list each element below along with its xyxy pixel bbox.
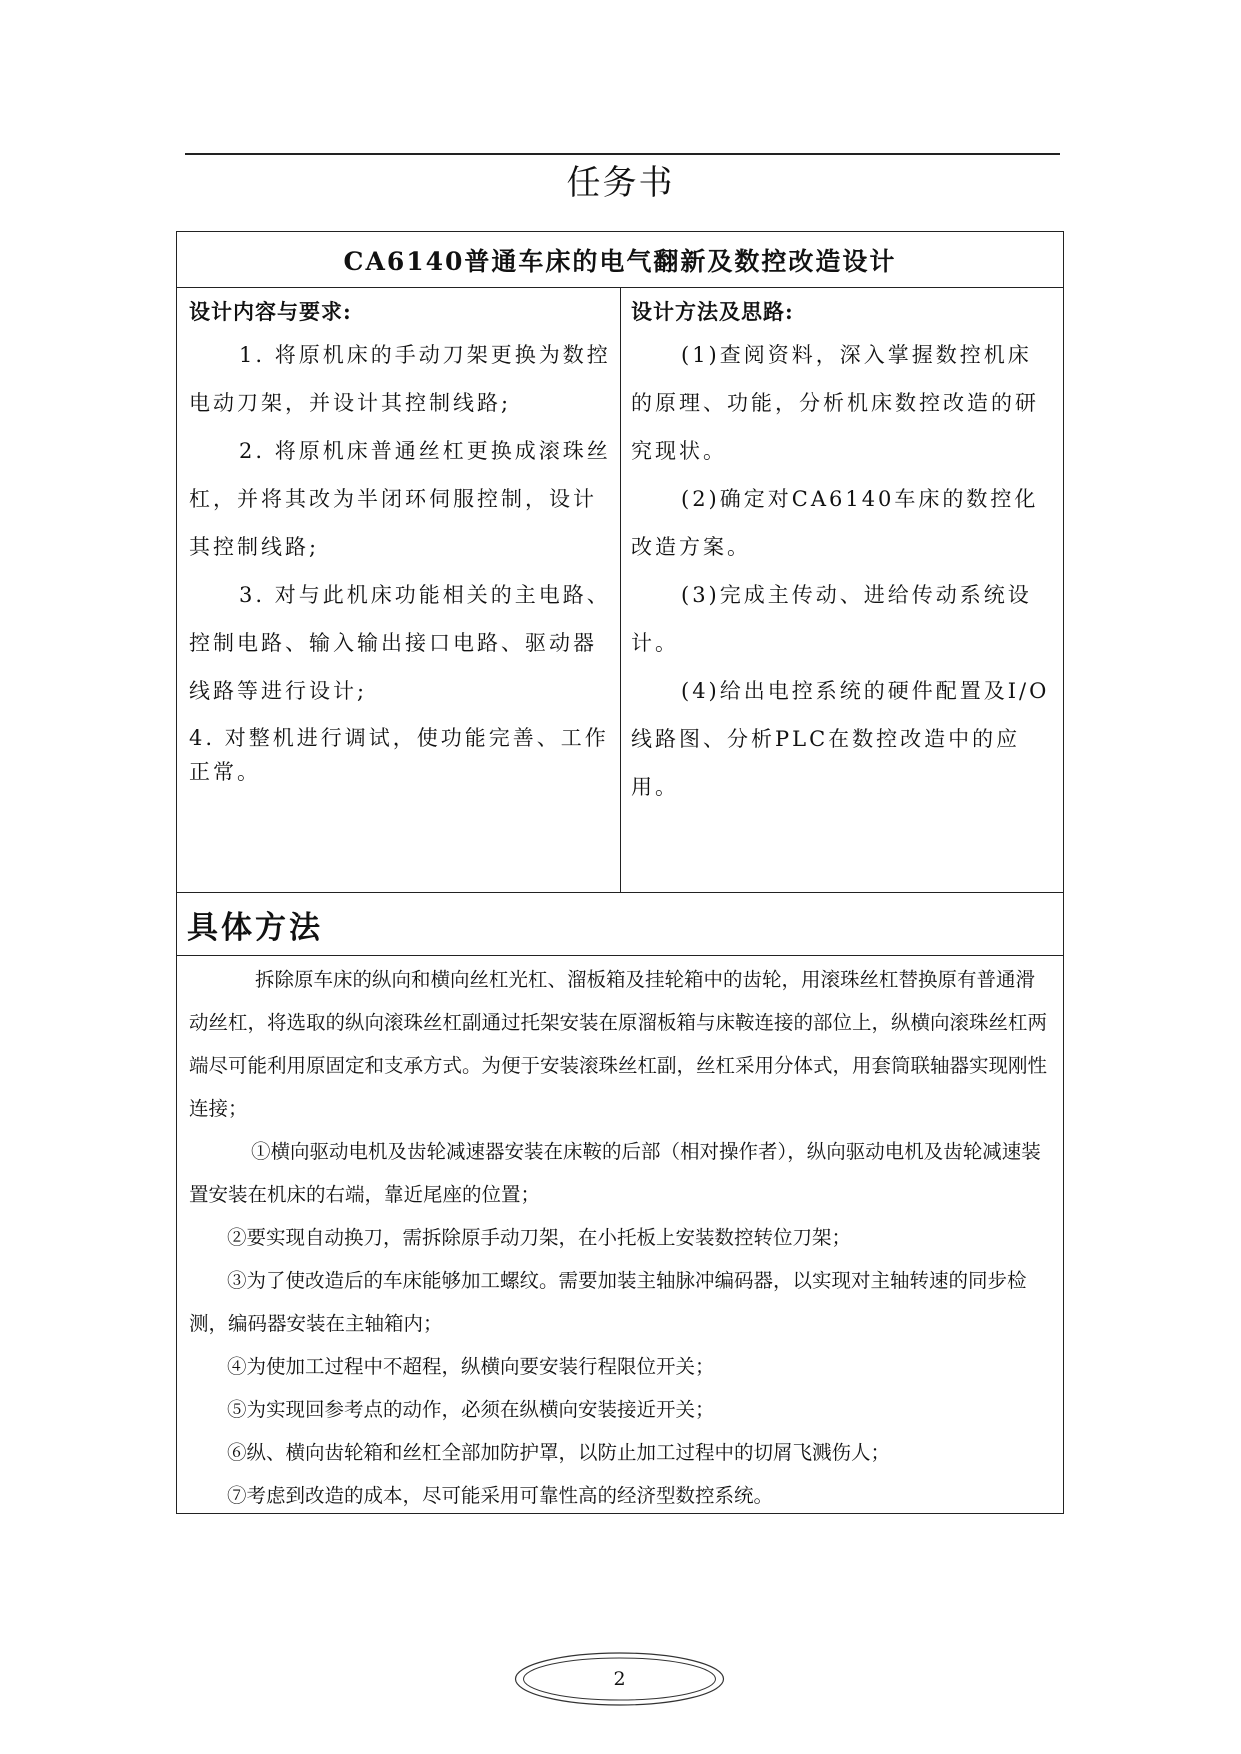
method-item: ⑦考虑到改造的成本，尽可能采用可靠性高的经济型数控系统。 xyxy=(227,1484,774,1507)
method-item: ②要实现自动换刀，需拆除原手动刀架，在小托板上安装数控转位刀架； xyxy=(227,1226,852,1249)
requirements-heading: 设计内容与要求: xyxy=(189,299,352,324)
project-title: CA6140普通车床的电气翻新及数控改造设计 xyxy=(177,232,1063,288)
method-item: ⑤为实现回参考点的动作，必须在纵横向安装接近开关； xyxy=(227,1398,715,1421)
method-item: ③为了使改造后的车床能够加工螺纹。需要加装主轴脉冲编码器，以实现对主轴转速的同步检测，编码器安装在主轴箱内； xyxy=(189,1269,1027,1335)
approach-item: (3)完成主传动、进给传动系统设计。 xyxy=(631,583,1032,655)
approach-column xyxy=(621,287,1063,892)
method-item: ④为使加工过程中不超程，纵横向要安装行程限位开关； xyxy=(227,1355,715,1378)
method-body xyxy=(177,956,1063,1513)
requirement-item: 3. 对与此机床功能相关的主电路、控制电路、输入输出接口电路、驱动器线路等进行设计; xyxy=(189,583,611,703)
requirements-column xyxy=(177,287,621,892)
requirement-item: 2. 将原机床普通丝杠更换成滚珠丝杠，并将其改为半闭环伺服控制，设计其控制线路; xyxy=(189,439,611,559)
approach-item: (4)给出电控系统的硬件配置及I/O线路图、分析PLC在数控改造中的应用。 xyxy=(631,679,1050,799)
task-table xyxy=(176,231,1064,1514)
method-item: ⑥纵、横向齿轮箱和丝杠全部加防护罩，以防止加工过程中的切屑飞溅伤人； xyxy=(227,1441,891,1464)
page-number: 2 xyxy=(613,1668,626,1690)
method-item: ①横向驱动电机及齿轮减速器安装在床鞍的后部（相对操作者），纵向驱动电机及齿轮减速装置安装在机床的右端，靠近尾座的位置； xyxy=(189,1140,1041,1206)
page-number-badge xyxy=(513,1650,726,1708)
requirement-item: 4. 对整机进行调试，使功能完善、工作正常。 xyxy=(189,726,609,784)
approach-heading: 设计方法及思路: xyxy=(631,299,794,324)
requirement-item: 1. 将原机床的手动刀架更换为数控电动刀架，并设计其控制线路; xyxy=(189,343,611,415)
method-heading: 具体方法 xyxy=(177,892,1063,956)
method-intro: 拆除原车床的纵向和横向丝杠光杠、溜板箱及挂轮箱中的齿轮，用滚珠丝杠替换原有普通滑动丝杠，将选取的纵向滚珠丝杠副通过托架安装在原溜板箱与床鞍连接的部位上，纵横向滚珠丝杠两端尽可能利用原固定和支承方式。为便于安装滚珠丝杠副，丝杠采用分体式，用套筒联轴器实现刚性连接； xyxy=(189,968,1048,1120)
page-title: 任务书 xyxy=(566,163,675,203)
approach-item: (2)确定对CA6140车床的数控化改造方案。 xyxy=(631,487,1039,559)
header-rule xyxy=(185,153,1060,155)
approach-item: (1)查阅资料，深入掌握数控机床的原理、功能，分析机床数控改造的研究现状。 xyxy=(631,343,1039,463)
